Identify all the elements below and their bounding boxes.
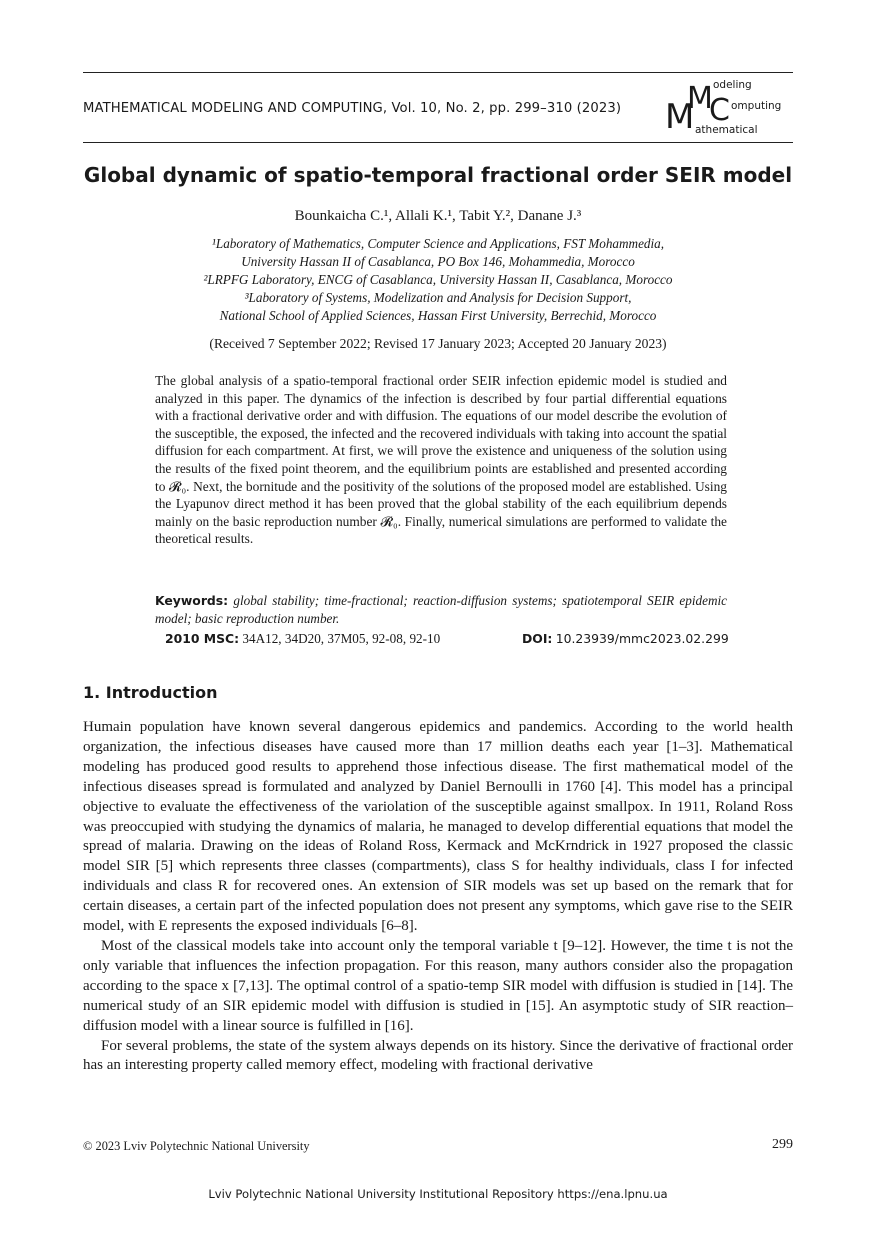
introduction-body (83, 718, 793, 1076)
doi (522, 631, 729, 647)
abstract: The global analysis of a spatio-temporal fractional order SEIR infection epidemic model is studied and analyzed in this paper. The dynamics of the infection is described by four partial differential equations with a fractional derivative order and with diffusion. The equations of our model describe the evolution of the susceptible, the exposed, the infected and the recovered individuals with taking into account the spatial diffusion for each compartment. At first, we will prove the existence and uniqueness of the solution using the results of the fixed point theorem, and the equilibrium points are established and presented according to 𝓡₀. Next, the bornitude and the positivity of the solutions of the proposed model are established. Using the Lyapunov direct method it has been proved that the global stability of the each equilibrium depends mainly on the basic reproduction number 𝓡₀. Finally, numerical simulations are performed to validate the theoretical results. (155, 373, 727, 547)
logo-athematical: athematical (695, 124, 758, 136)
keywords-text: global stability; time-fractional; reaction-diffusion systems; spatiotemporal SEIR epidemic model; basic reproduction number. (155, 593, 728, 626)
header-bottom-rule (83, 142, 793, 143)
repository-footer: Lviv Polytechnic National University Institutional Repository https://ena.lpnu.ua (208, 1187, 668, 1201)
paragraph: Most of the classical models take into account only the temporal variable t [9–12]. However, the time t is not the only variable that influences the infection propagation. For this reason, many authors consider also the propagation according to the space x [7,13]. The optimal control of a spatio-temp SIR model with diffusion is studied in [14]. The numerical study of an SIR epidemic model with diffusion is studied in [15]. An asymptotic study of SIR reaction–diffusion model with a linear source is fulfilled in [16]. (83, 937, 793, 1034)
affiliation-1-line-1: ¹Laboratory of Mathematics, Computer Science and Applications, FST Mohammedia, (211, 236, 665, 251)
affiliation-3-line-1: ³Laboratory of Systems, Modelization and Analysis for Decision Support, (244, 290, 632, 305)
header-top-rule (83, 72, 793, 73)
msc-label: 2010 MSC: (165, 631, 240, 646)
doi-link[interactable]: 10.23939/mmc2023.02.299 (555, 631, 729, 646)
msc-classification (165, 631, 440, 647)
affiliation-1-line-2: University Hassan II of Casablanca, PO Box 146, Mohammedia, Morocco (241, 254, 635, 269)
affiliation-2: ²LRPFG Laboratory, ENCG of Casablanca, University Hassan II, Casablanca, Morocco (203, 272, 673, 287)
page-number: 299 (772, 1137, 793, 1152)
logo-letter-m-top: M (687, 81, 713, 116)
copyright-notice: © 2023 Lviv Polytechnic National University (83, 1139, 310, 1153)
author-list: Bounkaicha C.¹, Allali K.¹, Tabit Y.², Danane J.³ (294, 208, 582, 224)
logo-letter-c: C (709, 93, 730, 128)
keywords (155, 592, 727, 627)
journal-citation: MATHEMATICAL MODELING AND COMPUTING, Vol. 10, No. 2, pp. 299–310 (2023) (83, 101, 622, 116)
paper-title: Global dynamic of spatio-temporal fractional order SEIR model (83, 163, 793, 187)
journal-logo (665, 78, 795, 140)
logo-odeling: odeling (713, 79, 752, 91)
logo-omputing: omputing (731, 100, 782, 112)
paragraph: Humain population have known several dangerous epidemics and pandemics. According to the world health organization, the infectious diseases have caused more than 17 million deaths each year [1–3]. Mathematical modeling has produced good results to apprehend those infectious disease. The first mathematical model of the infectious diseases spread is formulated and analyzed by Daniel Bernoulli in 1760 [4]. This model has a principal objective to evaluate the effectiveness of the variolation of the susceptible against smallpox. In 1911, Roland Ross was preoccupied with studying the dynamics of malaria, he managed to develop differential equations that model the spread of malaria. Drawing on the ideas of Roland Ross, Kermack and McKrndrick in 1927 proposed the classic model SIR [5] which represents three classes (compartments), class S for healthy individuals, class I for infected individuals and class R for recovered ones. An extension of SIR models was set up based on the remark that for certain diseases, a certain part of the infected population does not present any symptoms, which gave rise to the SEIR model, with E represents the exposed individuals [6–8]. (83, 719, 793, 935)
paragraph: For several problems, the state of the system always depends on its history. Since the derivative of fractional order has an interesting property called memory effect, modeling with fractional derivative (83, 1037, 793, 1074)
affiliation-3-line-2: National School of Applied Sciences, Hassan First University, Berrechid, Morocco (219, 308, 657, 323)
logo-letter-m-large: M (665, 97, 695, 137)
section-heading: 1. Introduction (83, 683, 218, 702)
doi-label: DOI: (522, 631, 553, 646)
msc-value: 34A12, 34D20, 37M05, 92-08, 92-10 (242, 631, 441, 646)
submission-dates: (Received 7 September 2022; Revised 17 January 2023; Accepted 20 January 2023) (209, 336, 667, 351)
keywords-label: Keywords: (155, 593, 229, 608)
